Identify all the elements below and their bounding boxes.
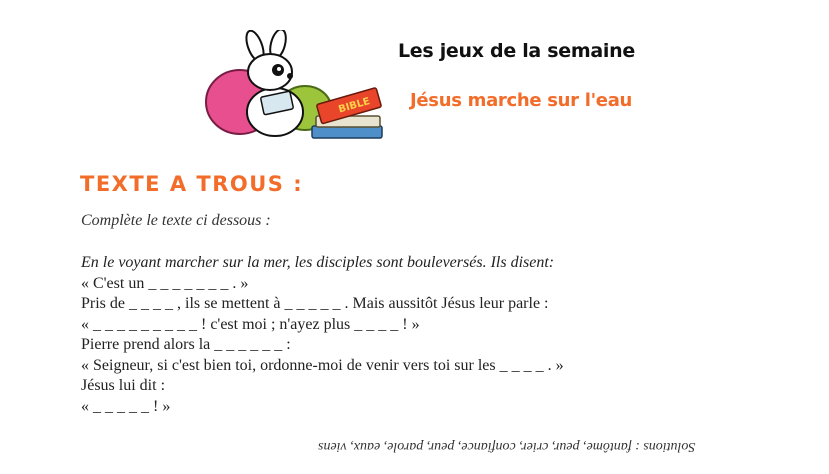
text-line: En le voyant marcher sur la mer, les disciples sont bouleversés. Ils disent: [81, 254, 555, 271]
bible-label: BIBLE [337, 96, 372, 116]
text-line: « _ _ _ _ _ _ _ _ _ ! c'est moi ; n'ayez plus _ _ _ _ ! » [81, 315, 420, 333]
text-line: « Seigneur, si c'est bien toi, ordonne-moi de venir vers toi sur les _ _ _ _ . » [81, 356, 564, 374]
rabbit-nose-icon [287, 73, 293, 79]
section-title: TEXTE A TROUS : [80, 172, 304, 196]
text-line: Jésus lui dit : [81, 377, 166, 394]
page-title: Les jeux de la semaine [398, 40, 635, 62]
instructions: Complète le texte ci dessous : [81, 212, 271, 229]
book-stack-bottom-icon [312, 126, 382, 138]
page-subtitle: Jésus marche sur l'eau [410, 90, 633, 111]
fill-in-text [81, 253, 801, 417]
text-line: Pris de _ _ _ _ , ils se mettent à _ _ _ _ _ . Mais aussitôt Jésus leur parle : [81, 295, 549, 312]
upside-down-solutions: Solutions : fantôme, peur, crier, confiance, peur, parole, eaux, viens [318, 439, 696, 454]
rabbit-head-icon [248, 54, 292, 90]
text-line: « C'est un _ _ _ _ _ _ _ . » [81, 274, 249, 292]
text-line: « _ _ _ _ _ ! » [81, 397, 171, 415]
text-line: Pierre prend alors la _ _ _ _ _ _ : [81, 336, 291, 353]
rabbit-reading-bible-illustration [200, 30, 390, 150]
